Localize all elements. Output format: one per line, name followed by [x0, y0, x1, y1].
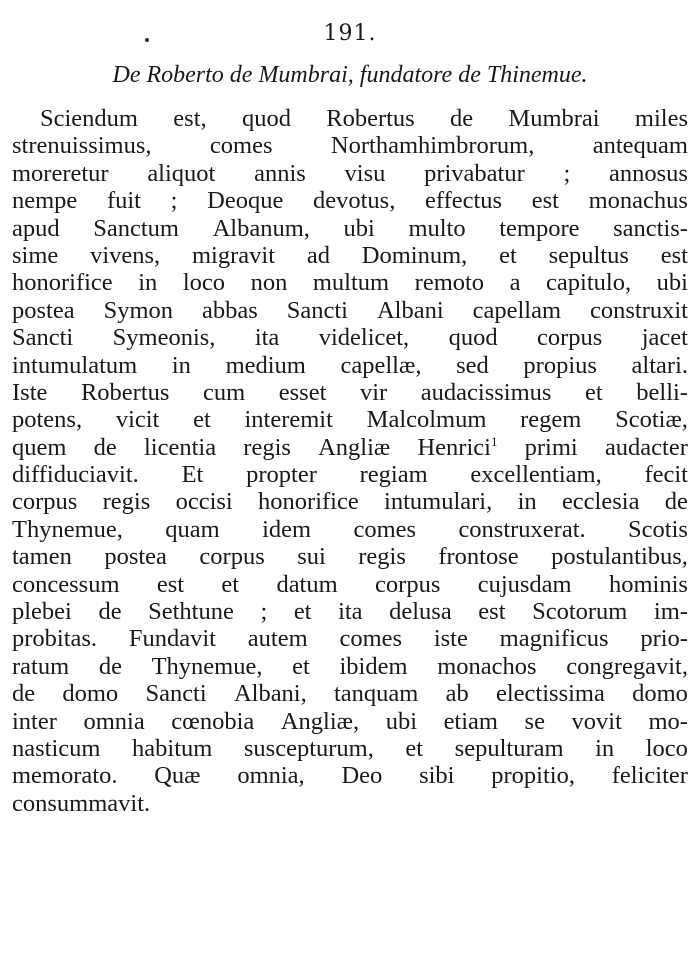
word: moreretur: [12, 159, 109, 187]
word: cujusdam: [477, 570, 572, 598]
word: congregavit,: [566, 652, 688, 680]
text-line: [12, 625, 688, 652]
word: annis: [254, 159, 306, 187]
word: Henrici$^1$: [417, 433, 498, 461]
word: quod: [448, 324, 498, 352]
word: non: [250, 269, 288, 297]
word: esset: [278, 378, 327, 406]
word: feliciter: [611, 762, 688, 790]
text-line: [12, 598, 688, 625]
word: prio-: [640, 625, 688, 653]
word: Malcolmum: [366, 406, 487, 434]
text-line: [12, 680, 688, 707]
word: Thynemue,: [151, 652, 263, 680]
word: Mumbrai: [508, 105, 600, 132]
word: visu: [344, 159, 386, 187]
word: plebei: [12, 598, 72, 626]
word: Angliæ,: [280, 707, 360, 735]
footnote-marker: 1: [490, 433, 498, 449]
word: est: [478, 598, 506, 626]
text-line: [12, 488, 688, 515]
word: abbas: [201, 296, 258, 324]
text-line: [12, 708, 688, 735]
word: Scotorum: [532, 598, 628, 626]
word: propius: [523, 351, 597, 379]
word: remoto: [414, 269, 485, 297]
word: domo: [632, 680, 688, 708]
word: diffiduciavit.: [12, 461, 139, 489]
word: Symeonis,: [112, 324, 216, 352]
text-line: [12, 324, 688, 351]
text-line: [12, 105, 688, 132]
word: Scotiæ,: [615, 406, 688, 434]
word: de: [98, 598, 122, 626]
word: sui: [297, 543, 326, 571]
word: est: [531, 187, 559, 215]
word: privabatur: [424, 159, 525, 187]
word: hominis: [608, 570, 688, 598]
word: ab: [445, 680, 469, 708]
word: in: [171, 351, 191, 379]
word: apud: [12, 214, 60, 242]
text-line-with-footnote: [12, 434, 688, 461]
word: omnia: [83, 707, 145, 735]
word: intumulatum: [12, 351, 138, 379]
word: vivens,: [90, 241, 161, 269]
text-line: [12, 269, 688, 296]
word: comes: [209, 132, 273, 160]
word: comes: [339, 625, 403, 653]
text-line: [12, 352, 688, 379]
word: quem: [12, 433, 67, 461]
word: sibi: [419, 762, 455, 790]
word: regis: [102, 488, 151, 516]
word: probitas.: [12, 625, 98, 653]
word: concessum: [12, 570, 120, 598]
word: cum: [203, 378, 246, 406]
word: Sciendum: [40, 105, 138, 132]
word: ita: [338, 598, 363, 626]
word: Quæ: [154, 762, 201, 790]
word: et: [292, 652, 310, 680]
word: licentia: [143, 433, 217, 461]
word: aliquot: [147, 159, 216, 187]
word: idem: [262, 515, 312, 543]
chapter-heading: De Roberto de Mumbrai, fundatore de Thinemue.: [112, 62, 588, 88]
word: monachus: [588, 187, 688, 215]
word: frontose: [438, 543, 519, 571]
word: altari.: [631, 351, 688, 379]
word: interemit: [244, 406, 333, 434]
body-text: [12, 105, 688, 817]
word: Albani,: [233, 680, 307, 708]
word: miles: [634, 105, 688, 132]
word: capellam: [472, 296, 562, 324]
word: nempe: [12, 187, 78, 215]
word: Albani: [376, 296, 444, 324]
word: effectus: [424, 187, 503, 215]
word: est: [660, 241, 688, 269]
text-line: [12, 132, 688, 159]
word: mo-: [648, 707, 688, 735]
word: capellæ,: [340, 351, 422, 379]
word: regis: [358, 543, 406, 571]
word: migravit: [192, 241, 276, 269]
word: loco: [182, 269, 226, 297]
word: et: [585, 378, 603, 406]
word: Symon: [103, 296, 173, 324]
word: intumulari,: [384, 488, 493, 516]
text-line: [12, 461, 688, 488]
text-line: [12, 242, 688, 269]
word: Deoque: [207, 187, 284, 215]
word: quam: [165, 515, 220, 543]
word: Thynemue,: [12, 515, 123, 543]
text-line: [12, 762, 688, 789]
word: ;: [170, 187, 178, 215]
word: Scotis: [628, 515, 688, 543]
word: construxit: [590, 296, 688, 324]
word: propitio,: [491, 762, 575, 790]
word: fuit: [106, 187, 141, 215]
word: audacter: [604, 433, 688, 461]
word: Northamhimbrorum,: [330, 132, 535, 160]
word: Albanum,: [212, 214, 310, 242]
word: iste: [433, 625, 468, 653]
word: vovit: [571, 707, 622, 735]
word: de: [93, 433, 117, 461]
word: ad: [306, 241, 330, 269]
word: primi: [524, 433, 578, 461]
word: sepulturam: [454, 734, 564, 762]
text-line: [12, 543, 688, 570]
word: Sancti: [286, 296, 348, 324]
text-line: [12, 790, 688, 817]
word: devotus,: [312, 187, 396, 215]
word: Deo: [341, 762, 383, 790]
word: comes: [353, 515, 417, 543]
word: corpus: [536, 324, 603, 352]
word: autem: [247, 625, 308, 653]
word: ecclesia: [561, 488, 640, 516]
word: est: [156, 570, 185, 598]
word: sed: [456, 351, 489, 379]
word: ubi: [343, 214, 375, 242]
text-line: [12, 571, 688, 598]
word: et: [193, 406, 211, 434]
word: et: [499, 241, 517, 269]
word: cœnobia: [171, 707, 255, 735]
word: tamen: [12, 543, 72, 571]
word: regem: [520, 406, 582, 434]
word: sanctis-: [613, 214, 688, 242]
word: memorato.: [12, 762, 118, 790]
word: antequam: [592, 132, 688, 160]
word: ibidem: [339, 652, 408, 680]
word: Sanctum: [93, 214, 179, 242]
word: occisi: [175, 488, 233, 516]
word: vir: [359, 378, 388, 406]
word: multo: [408, 214, 466, 242]
word: etiam: [443, 707, 498, 735]
word: quod: [241, 105, 291, 132]
word: postea: [12, 296, 75, 324]
word: honorifice: [258, 488, 359, 516]
word: a: [509, 269, 521, 297]
word: habitum: [132, 734, 213, 762]
word: medium: [225, 351, 306, 379]
word: Robertus: [326, 105, 415, 132]
word: in: [595, 734, 615, 762]
word: suscepturum,: [243, 734, 374, 762]
text-line: [12, 187, 688, 214]
word: Sethtune: [148, 598, 234, 626]
word: postea: [104, 543, 167, 571]
word: et: [293, 598, 312, 626]
word: regiam: [359, 461, 428, 489]
word: Et: [181, 461, 204, 489]
page-number: 191.: [323, 21, 377, 46]
word: inter: [12, 707, 57, 735]
word: corpus: [375, 570, 441, 598]
word: sime: [12, 241, 59, 269]
text-line: [12, 215, 688, 242]
word: et: [405, 734, 424, 762]
word: omnia,: [237, 762, 305, 790]
word: in: [138, 269, 158, 297]
word: sepultus: [548, 241, 629, 269]
word: im-: [653, 598, 688, 626]
word: audacissimus: [420, 378, 552, 406]
text-line: [12, 160, 688, 187]
word: nasticum: [12, 734, 101, 762]
word: multum: [312, 269, 390, 297]
word: annosus: [609, 159, 688, 187]
word: de: [12, 680, 36, 708]
word: propter: [246, 461, 317, 489]
word: excellentiam,: [470, 461, 602, 489]
word: Angliæ: [318, 433, 391, 461]
text-line: [12, 297, 688, 324]
text-line: [12, 516, 688, 543]
word: Sancti: [145, 680, 207, 708]
text-line: [12, 379, 688, 406]
word: ;: [563, 159, 571, 187]
word: ita: [254, 324, 280, 352]
word: fecit: [644, 461, 688, 489]
word: in: [517, 488, 537, 516]
word: de: [98, 652, 122, 680]
word: construxerat.: [458, 515, 586, 543]
word: est,: [173, 105, 207, 132]
word: datum: [276, 570, 338, 598]
word: regis: [243, 433, 291, 461]
word: vicit: [115, 406, 160, 434]
text-line: [12, 735, 688, 762]
text-line: [12, 653, 688, 680]
word: ubi: [385, 707, 417, 735]
word: jacet: [641, 324, 688, 352]
word: strenuissimus,: [12, 132, 152, 160]
word: et: [221, 570, 240, 598]
word: Iste: [12, 378, 48, 406]
word: consummavit.: [12, 789, 151, 817]
word: belli-: [636, 378, 688, 406]
word: ubi: [656, 269, 688, 297]
text-line: [12, 406, 688, 433]
word: loco: [645, 734, 688, 762]
word: corpus: [199, 543, 265, 571]
word: Fundavit: [128, 625, 216, 653]
word: Robertus: [80, 378, 170, 406]
word: electissima: [496, 680, 605, 708]
word: capitulo,: [546, 269, 632, 297]
word: videlicet,: [318, 324, 410, 352]
word: magnificus: [499, 625, 609, 653]
word: de: [450, 105, 474, 132]
word: potens,: [12, 406, 83, 434]
word: corpus: [12, 488, 78, 516]
word: se: [524, 707, 545, 735]
word: postulantibus,: [551, 543, 688, 571]
word: honorifice: [12, 269, 113, 297]
word: Dominum,: [361, 241, 468, 269]
word: de: [664, 488, 688, 516]
word: ;: [260, 598, 268, 626]
word: delusa: [389, 598, 452, 626]
word: tanquam: [334, 680, 419, 708]
word: monachos: [437, 652, 537, 680]
word: domo: [62, 680, 119, 708]
word: tempore: [499, 214, 580, 242]
word: Sancti: [12, 324, 74, 352]
word: ratum: [12, 652, 70, 680]
